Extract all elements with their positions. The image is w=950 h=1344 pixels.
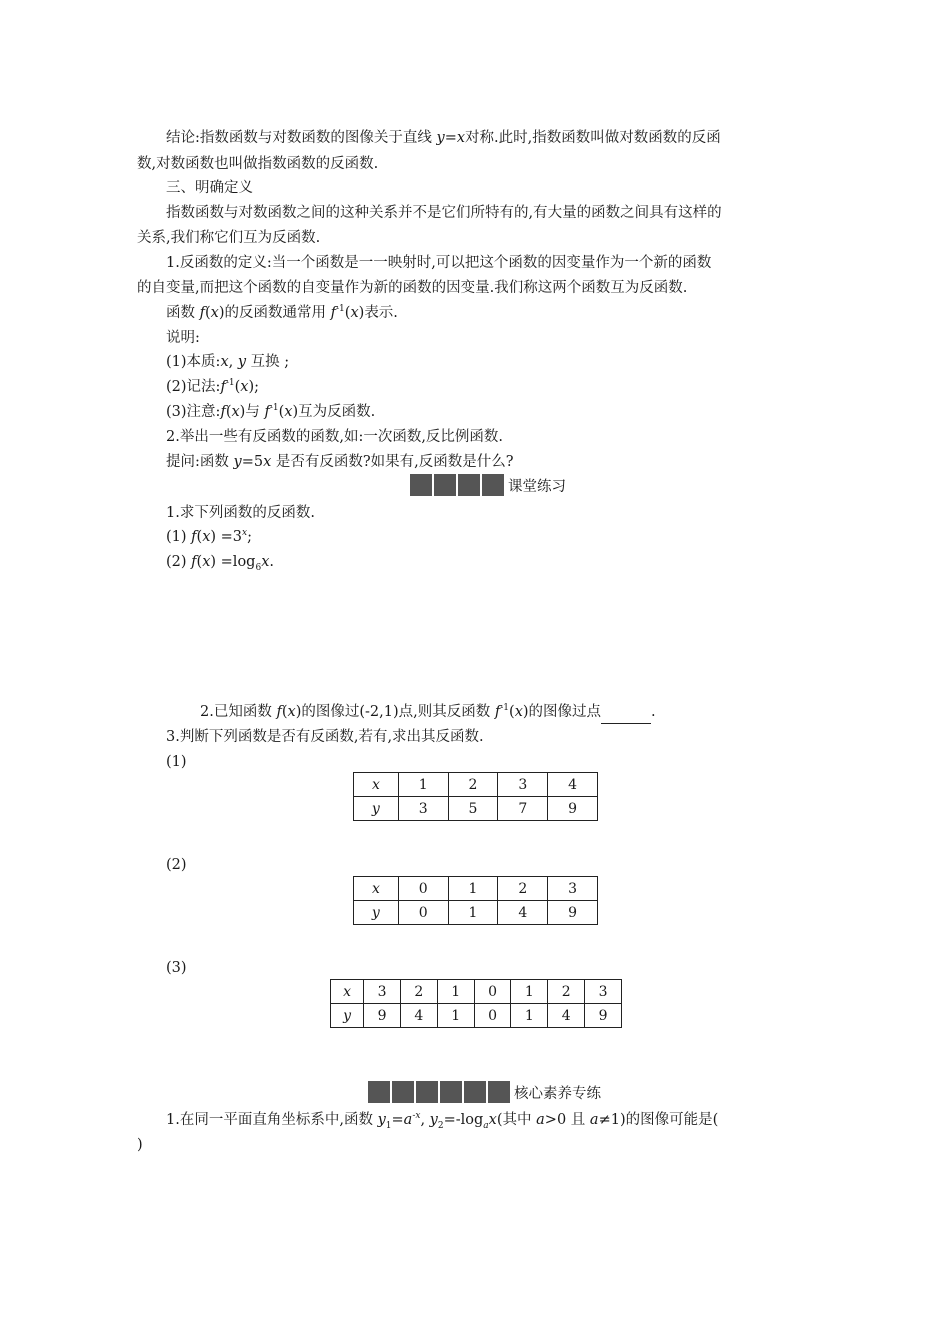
header-block-icon xyxy=(440,1081,462,1103)
table-cell: 1 xyxy=(511,980,548,1004)
table-cell: 7 xyxy=(498,797,548,821)
paragraph-2-line-1: 指数函数与对数函数之间的这种关系并不是它们所特有的,有大量的函数之间具有这样的 xyxy=(166,205,722,221)
table-row xyxy=(331,980,622,1004)
table-cell: 4 xyxy=(548,773,598,797)
table-cell: 2 xyxy=(400,980,437,1004)
table-cell: 9 xyxy=(585,1004,622,1028)
section-header-core-literacy xyxy=(368,1081,601,1103)
table-cell: 0 xyxy=(398,901,448,925)
table-header-cell: y xyxy=(354,901,399,925)
table-cell: 2 xyxy=(448,773,498,797)
table-1 xyxy=(353,772,598,821)
table-row xyxy=(331,1004,622,1028)
table-row xyxy=(354,773,598,797)
section-title: 课堂练习 xyxy=(508,478,566,495)
table-header-cell: y xyxy=(354,797,399,821)
table-cell: 5 xyxy=(448,797,498,821)
notation-line: 函数 f(x)的反函数通常用 $f^{-1}(x)$表示. xyxy=(166,304,398,321)
table-1-label: (1) xyxy=(166,754,187,770)
header-block-icon xyxy=(434,474,456,496)
header-block-icon xyxy=(482,474,504,496)
paragraph-2-line-2: 关系,我们称它们互为反函数. xyxy=(137,230,321,246)
table-cell: 1 xyxy=(398,773,448,797)
table-cell: 3 xyxy=(585,980,622,1004)
core-exercise-1-line-2: ) xyxy=(137,1137,143,1153)
explanation-label: 说明: xyxy=(166,330,200,346)
table-cell: 4 xyxy=(498,901,548,925)
table-cell: 9 xyxy=(364,1004,401,1028)
example-line: 2.举出一些有反函数的函数,如:一次函数,反比例函数. xyxy=(166,429,504,445)
table-cell: 4 xyxy=(400,1004,437,1028)
exercise-1-part-2: (2) $f(x) =\log_6x$. xyxy=(166,554,274,573)
table-3 xyxy=(330,979,622,1028)
core-exercise-1-line-1: 1.在同一平面直角坐标系中,函数 $y_1=a^{-x}$, $y_2=-\log_ax$(其中 a>0 且 a≠1)的图像可能是( xyxy=(166,1111,719,1131)
header-block-icon xyxy=(410,474,432,496)
table-header-cell: x xyxy=(331,980,364,1004)
table-cell: 9 xyxy=(548,901,598,925)
table-cell: 3 xyxy=(364,980,401,1004)
section-header-practice xyxy=(410,474,566,496)
table-header-cell: y xyxy=(331,1004,364,1028)
table-cell: 3 xyxy=(548,877,598,901)
header-block-icon xyxy=(464,1081,486,1103)
table-cell: 0 xyxy=(474,1004,511,1028)
header-block-icon xyxy=(488,1081,510,1103)
exercise-2: 2.已知函数 f(x)的图像过(-2,1)点,则其反函数 $f^{-1}(x)$的图像过点 . xyxy=(200,702,656,724)
header-block-icon xyxy=(392,1081,414,1103)
conclusion-line-1: 结论:指数函数与对数函数的图像关于直线 y=x对称.此时,指数函数叫做对数函数的反函 xyxy=(166,130,721,146)
table-cell: 1 xyxy=(448,877,498,901)
table-header-cell: x xyxy=(354,773,399,797)
table-cell: 0 xyxy=(474,980,511,1004)
answer-blank[interactable] xyxy=(601,709,651,724)
table-2-label: (2) xyxy=(166,857,187,873)
section-heading-definition: 三、明确定义 xyxy=(166,180,253,196)
table-cell: 2 xyxy=(498,877,548,901)
explanation-item-1: (1)本质:x, y 互换 ; xyxy=(166,354,290,370)
table-cell: 0 xyxy=(398,877,448,901)
table-cell: 1 xyxy=(437,1004,474,1028)
table-cell: 2 xyxy=(548,980,585,1004)
table-cell: 4 xyxy=(548,1004,585,1028)
table-cell: 9 xyxy=(548,797,598,821)
table-row xyxy=(354,797,598,821)
table-cell: 3 xyxy=(398,797,448,821)
exercise-1: 1.求下列函数的反函数. xyxy=(166,505,315,521)
table-row xyxy=(354,901,598,925)
definition-line-1: 1.反函数的定义:当一个函数是一一映射时,可以把这个函数的因变量作为一个新的函数 xyxy=(166,255,712,271)
header-block-icon xyxy=(416,1081,438,1103)
table-cell: 1 xyxy=(437,980,474,1004)
exercise-3: 3.判断下列函数是否有反函数,若有,求出其反函数. xyxy=(166,729,484,745)
exercise-1-part-1: (1) $f(x) =3^x$; xyxy=(166,528,253,545)
section-title: 核心素养专练 xyxy=(514,1085,601,1102)
header-block-icon xyxy=(368,1081,390,1103)
table-cell: 1 xyxy=(448,901,498,925)
definition-line-2: 的自变量,而把这个函数的自变量作为新的函数的因变量.我们称这两个函数互为反函数. xyxy=(137,280,688,296)
conclusion-line-2: 数,对数函数也叫做指数函数的反函数. xyxy=(137,156,379,172)
explanation-item-3: (3)注意:f(x)与 $f^{-1}(x)$互为反函数. xyxy=(166,403,376,420)
explanation-item-2: (2)记法$:f^{-1}(x)$; xyxy=(166,378,259,395)
table-header-cell: x xyxy=(354,877,399,901)
question-line: 提问:函数 y=5x 是否有反函数?如果有,反函数是什么? xyxy=(166,454,514,470)
table-2 xyxy=(353,876,598,925)
table-cell: 3 xyxy=(498,773,548,797)
table-cell: 1 xyxy=(511,1004,548,1028)
header-block-icon xyxy=(458,474,480,496)
table-row xyxy=(354,877,598,901)
table-3-label: (3) xyxy=(166,960,187,976)
